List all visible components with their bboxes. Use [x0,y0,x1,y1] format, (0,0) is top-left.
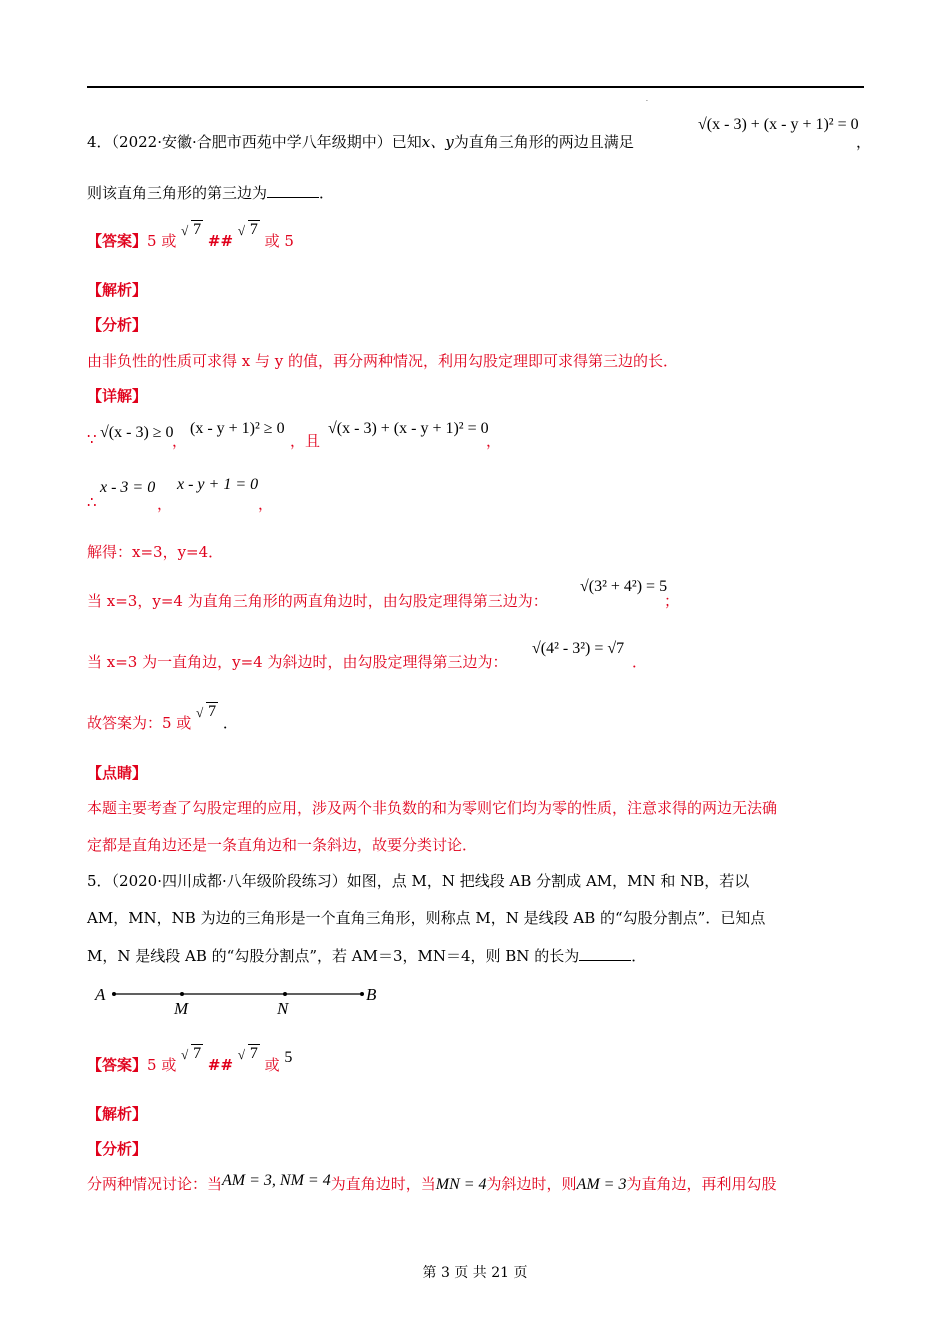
q4-step1-comma1: ， [172,432,188,450]
q5-answer-label: 【答案】 [87,1056,148,1074]
q4-case2-text: 当 x=3 为一直角边，y=4 为斜边时，由勾股定理得第三边为： [87,653,508,671]
q4-blank [267,185,319,198]
q5-line1-text: （2020·四川成都·八年级阶段练习）如图，点 M，N 把线段 AB 分割成 AM，MN 和 NB，若以 [111,872,750,890]
q4-case1-end: ； [664,592,680,610]
point-m-dot [180,992,184,996]
q5-line3-end: ． [631,947,647,965]
q5-fenxi-label: 【分析】 [87,1140,148,1158]
q4-step2-therefore: ∴ [87,493,97,511]
q4-answer-b: 或 5 [264,232,294,250]
q4-final-sqrt: √ 7 [196,703,217,720]
q4-step1-and: ，且 [290,432,321,450]
q5-fenxi [87,1173,776,1194]
q5-line1 [87,870,749,891]
q5-answer-sqrt: √ 7 [181,1045,202,1062]
q4-stem-b-text: 则该直角三角形的第三边为 [87,184,268,202]
point-b-dot [360,992,364,996]
q5-answer-five: 5 [284,1049,293,1066]
point-a-dot [112,992,116,996]
q5-fenxi-c: 为斜边时，则 [486,1175,577,1193]
q4-final-a: 故答案为：5 或 [87,714,192,732]
q4-answer-sep: ## [207,232,234,250]
q4-answer-label: 【答案】 [87,232,148,250]
point-m-label: M [174,999,189,1018]
q5-blank [579,948,631,961]
q4-step1-because: ∵ [87,430,97,448]
q4-xiangjie-label: 【详解】 [87,387,148,405]
q4-answer-a: 5 或 [147,232,177,250]
q4-solve: 解得：x=3，y=4． [87,543,224,561]
q4-stem [87,131,634,152]
q4-step2-comma2: ， [258,495,274,513]
header-dot: . [646,96,648,103]
q4-step1-a: √(x - 3) ≥ 0 [100,424,174,441]
q4-case2-math: √(4² - 3²) = √7 [532,640,625,657]
q5-fenxi-a: 分两种情况讨论：当 [87,1175,223,1193]
q4-case1-text: 当 x=3，y=4 为直角三角形的两直角边时，由勾股定理得第三边为： [87,592,548,610]
point-n-label: N [277,999,289,1018]
q4-step1-b: (x - y + 1)² ≥ 0 [190,420,285,437]
header-rule [87,86,864,88]
q4-period: ． [319,184,335,202]
q4-condition: √(x - 3) + (x - y + 1)² = 0 [698,116,859,133]
q4-answer-sqrt-2: √ 7 [237,221,258,238]
q4-number: 4． [87,133,112,151]
q5-line3-text: M，N 是线段 AB 的“勾股分割点”，若 AM＝3，MN＝4，则 BN 的长为 [87,947,580,965]
q5-number: 5． [87,872,112,890]
q4-stem-a: 为直角三角形的两边且满足 [453,133,634,151]
q4-fenxi-label: 【分析】 [87,316,148,334]
q5-fenxi-d: 为直角边，再利用勾股 [626,1175,777,1193]
q4-step2-comma1: ， [157,495,173,513]
q4-dianjing-1: 本题主要考查了勾股定理的应用，涉及两个非负数的和为零则它们均为零的性质，注意求得的两边无法确 [87,799,778,817]
q5-segment-figure [90,982,390,1022]
q4-source: （2022·安徽·合肥市西苑中学八年级期中）已知 [111,133,422,151]
q4-fenxi-text: 由非负性的性质可求得 x 与 y 的值，再分两种情况，利用勾股定理即可求得第三边的长． [87,352,679,370]
q4-jiexi-label: 【解析】 [87,281,148,299]
q4-final [87,703,238,733]
point-b-label: B [366,985,377,1004]
q5-line2: AM，MN，NB 为边的三角形是一个直角三角形，则称点 M，N 是线段 AB 的“勾股分割点”．已知点 [87,909,766,927]
q5-fenxi-math1: AM = 3, NM = 4 [222,1172,331,1189]
page-number: 第 3 页 共 21 页 [422,1265,528,1281]
q5-fenxi-math3: AM = 3 [576,1176,627,1193]
q5-fenxi-math2: MN = 4 [435,1176,487,1193]
q4-step2-a: x - 3 = 0 [100,479,156,496]
q4-step2-b: x - y + 1 = 0 [177,476,259,493]
q4-dianjing-label: 【点睛】 [87,764,148,782]
q5-fenxi-b: 为直角边时，当 [330,1175,436,1193]
q5-line3 [87,945,646,966]
point-a-label: A [95,985,106,1004]
q4-comma: ， [856,133,872,151]
q5-answer-sep: ## [207,1056,234,1074]
q4-answer-sqrt: √ 7 [181,221,202,238]
q4-answer [87,221,294,251]
q4-stem-b [87,182,334,203]
q4-case1-math: √(3² + 4²) = 5 [580,578,668,595]
point-n-dot [283,992,287,996]
q5-answer-b: 或 [264,1056,280,1074]
q4-step1-comma2: ， [486,432,502,450]
q4-final-end: ． [222,714,238,732]
q5-answer-sqrt-2: √ 7 [237,1045,258,1062]
q4-step1-c: √(x - 3) + (x - y + 1)² = 0 [328,420,489,437]
q5-jiexi-label: 【解析】 [87,1105,148,1123]
q4-vars: x、y [421,133,454,151]
q5-answer [87,1045,293,1075]
q5-answer-a: 5 或 [147,1056,177,1074]
q4-dianjing-2: 定都是直角边还是一条直角边和一条斜边，故要分类讨论． [87,836,478,854]
q4-case2-end: ． [632,653,648,671]
